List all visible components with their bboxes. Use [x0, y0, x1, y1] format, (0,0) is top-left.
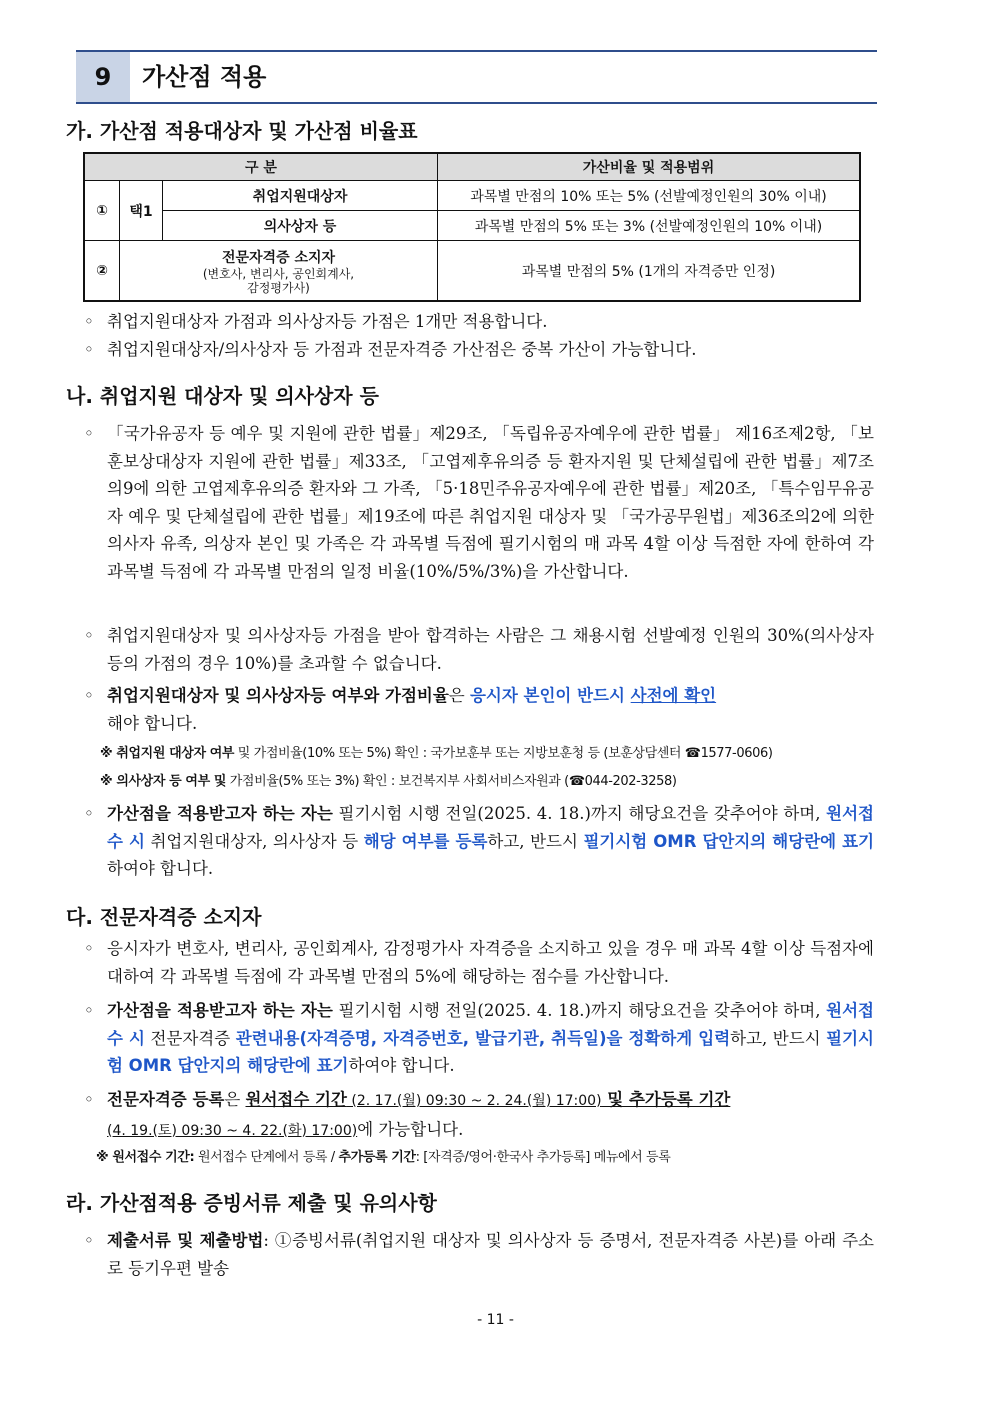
row2-label-cell	[120, 241, 438, 302]
row2-sub2: 감정평가사)	[247, 280, 310, 295]
note-line: ※ 취업지원 대상자 여부 및 가점비율(10% 또는 5%) 확인 : 국가보훈부 또는 지방보훈청 등 (보훈상담센터 ☎1577-0606)	[100, 746, 773, 761]
subheading-ra: 라. 가산점적용 증빙서류 제출 및 유의사항	[66, 1191, 437, 1215]
list-item: ◦ 전문자격증 등록은 원서접수 기간 (2. 17.(월) 09:30 ~ 2. 24.(월) 17:00) 및 추가등록 기간 (4. 19.(토) 09:30 ~ 4. 22.(화) 17:00)에 가능합니다.	[84, 1090, 731, 1139]
list-item: ◦ 제출서류 및 제출방법: ①증빙서류(취업지원 대상자 및 의사상자 등 증명서, 전문자격증 사본)를 아래 주소로 등기우편 발송	[84, 1231, 874, 1278]
row1-group: 택1	[120, 181, 163, 241]
note-line: ※ 원서접수 기간: 원서접수 단계에서 등록 / 추가등록 기간: [자격증/영어·한국사 추가등록] 메뉴에서 등록	[96, 1150, 671, 1165]
list-item: ◦ 「국가유공자 등 예우 및 지원에 관한 법률」제29조, 「독립유공자예우에 관한 법률」 제16조제2항, 「보훈보상대상자 지원에 관한 법률」제33조, 「고엽제후유의증 등 환자지원 및 단체설립에 관한 법률」제7조의9에 의한 고엽제후유의증 환자와 그 가족, 「5·18민주유공자예우에 관한 법률」제20조, 「특수임무유공자 예우 및 단체설립에 관한 법률」제19조에 따른 취업지원 대상자 및 「국가공무원법」제36조의2에 의한 의사자 유족, 의상자 본인 및 가족은 각 과목별 득점에 필기시험의 매 과목 4할 이상 득점한 자에 한하여 각 과목별 득점에 각 과목별 만점의 일정 비율(10%/5%/3%)을 가산합니다.	[84, 424, 874, 581]
section-header	[76, 50, 877, 104]
subheading-da: 다. 전문자격증 소지자	[66, 905, 262, 929]
list-item: ◦ 가산점을 적용받고자 하는 자는 필기시험 시행 전일(2025. 4. 18.)까지 해당요건을 갖추어야 하며, 원서접수 시 전문자격증 관련내용(자격증명, 자격증번호, 발급기관, 취득일)을 정확하게 입력하고, 반드시 필기시험 OMR 답안지의 해당란에 표기하여야 합니다.	[84, 1001, 874, 1075]
row1a-label: 취업지원대상자	[163, 181, 438, 211]
list-item: ◦ 가산점을 적용받고자 하는 자는 필기시험 시행 전일(2025. 4. 18.)까지 해당요건을 갖추어야 하며, 원서접수 시 취업지원대상자, 의사상자 등 해당 여부를 등록하고, 반드시 필기시험 OMR 답안지의 해당란에 표기하여야 합니다.	[84, 804, 875, 878]
row2-value: 과목별 만점의 5% (1개의 자격증만 인정)	[438, 241, 860, 302]
subheading-na: 나. 취업지원 대상자 및 의사상자 등	[66, 384, 379, 408]
row1a-value: 과목별 만점의 10% 또는 5% (선발예정인원의 30% 이내)	[438, 181, 860, 211]
table-header-category: 구 분	[84, 153, 438, 181]
row1b-label: 의사상자 등	[163, 211, 438, 241]
list-item: ◦ 취업지원대상자 가점과 의사상자등 가점은 1개만 적용합니다.	[84, 312, 548, 331]
row2-label: 전문자격증 소지자	[221, 249, 336, 266]
list-item: ◦ 취업지원대상자 및 의사상자등 여부와 가점비율은 응시자 본인이 반드시 사전에 확인 해야 합니다.	[84, 686, 717, 733]
list-item: ◦ 취업지원대상자/의사상자 등 가점과 전문자격증 가산점은 중복 가산이 가능합니다.	[84, 340, 697, 359]
row1b-value: 과목별 만점의 5% 또는 3% (선발예정인원의 10% 이내)	[438, 211, 860, 241]
table-header-rate: 가산비율 및 적용범위	[438, 153, 860, 181]
bonus-rate-table	[83, 152, 861, 302]
list-item: ◦ 취업지원대상자 및 의사상자등 가점을 받아 합격하는 사람은 그 채용시험 선발예정 인원의 30%(의사상자 등의 가점의 경우 10%)를 초과할 수 없습니다.	[84, 626, 874, 673]
row2-number: ②	[84, 241, 120, 302]
row1-number: ①	[84, 181, 120, 241]
note-line: ※ 의사상자 등 여부 및 가점비율(5% 또는 3%) 확인 : 보건복지부 사회서비스자원과 (☎044-202-3258)	[100, 774, 677, 789]
section-title: 가산점 적용	[142, 63, 267, 91]
page-number: - 11 -	[477, 1312, 514, 1328]
subheading-ga: 가. 가산점 적용대상자 및 가산점 비율표	[66, 119, 418, 143]
section-number: 9	[76, 52, 130, 102]
list-item: ◦ 응시자가 변호사, 변리사, 공인회계사, 감정평가사 자격증을 소지하고 있을 경우 매 과목 4할 이상 득점자에 대하여 각 과목별 득점에 각 과목별 만점의 5%에 해당하는 점수를 가산합니다.	[84, 939, 874, 986]
row2-sub1: (변호사, 변리사, 공인회계사,	[202, 266, 355, 281]
